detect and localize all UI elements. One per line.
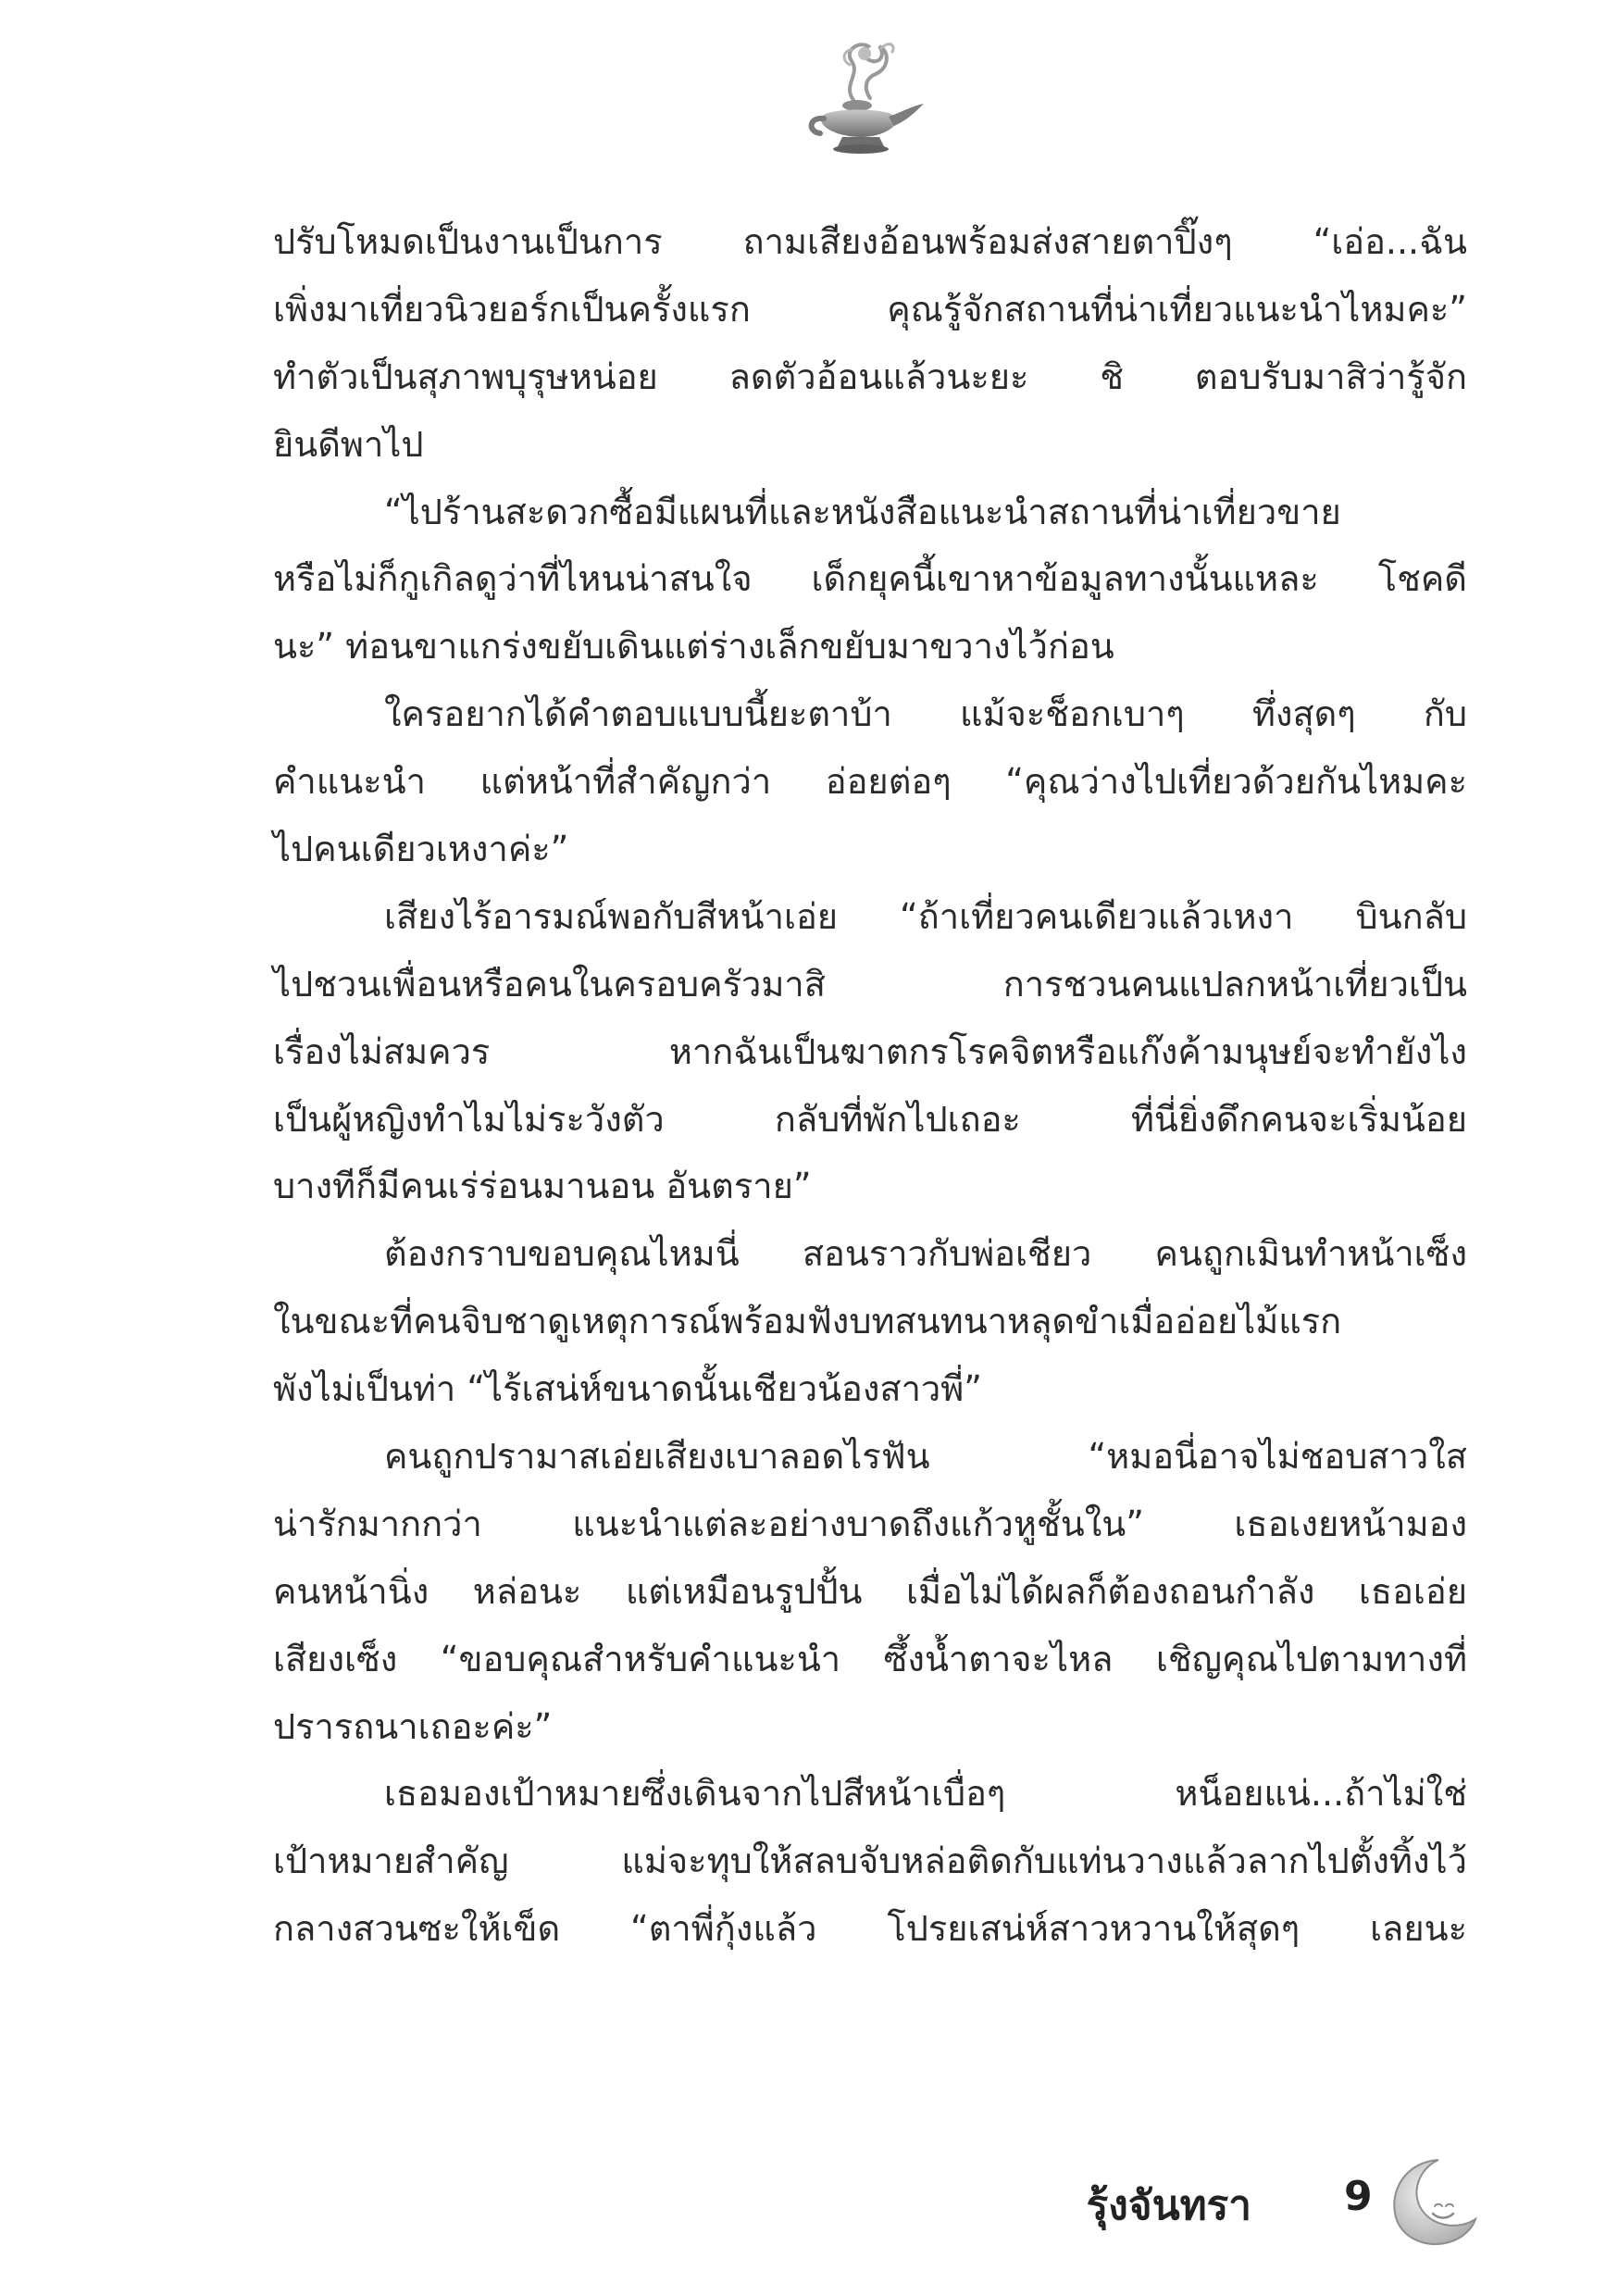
text-line: เรื่องไม่สมควร หากฉันเป็นฆาตกรโรคจิตหรือแก๊งค้ามนุษย์จะทำยังไง	[273, 1030, 1467, 1072]
text-line: ไปชวนเพื่อนหรือคนในครอบครัวมาสิ การชวนคนแปลกหน้าเที่ยวเป็น	[273, 963, 1467, 1004]
paragraph-start-line: “ไปร้านสะดวกซื้อมีแผนที่และหนังสือแนะนำสถานที่น่าเที่ยวขาย	[384, 491, 1341, 532]
crescent-moon-icon	[1385, 2152, 1477, 2254]
text-line: น่ารักมากกว่า แนะนำแต่ละอย่างบาดถึงแก้วหูชั้นใน” เธอเงยหน้ามอง	[273, 1503, 1467, 1544]
text-line: ยินดีพาไป	[273, 423, 424, 465]
paragraph-start-line: คนถูกปรามาสเอ่ยเสียงเบาลอดไรฟัน “หมอนี่อาจไม่ชอบสาวใส	[384, 1436, 1467, 1478]
text-line: นะ” ท่อนขาแกร่งขยับเดินแต่ร่างเล็กขยับมาขวางไว้ก่อน	[273, 626, 1114, 668]
text-line: คนหน้านิ่ง หล่อนะ แต่เหมือนรูปปั้น เมื่อไม่ได้ผลก็ต้องถอนกำลัง เธอเอ่ย	[273, 1570, 1467, 1612]
page-number: 9	[1344, 2173, 1373, 2220]
paragraph-start-line: ต้องกราบขอบคุณไหมนี่ สอนราวกับพ่อเชียว คนถูกเมินทำหน้าเซ็ง	[384, 1233, 1467, 1275]
genie-lamp-icon	[796, 28, 935, 167]
text-line: ในขณะที่คนจิบชาดูเหตุการณ์พร้อมฟังบทสนทนาหลุดขำเมื่ออ่อยไม้แรก	[273, 1301, 1342, 1342]
text-line: พังไม่เป็นท่า “ไร้เสน่ห์ขนาดนั้นเชียวน้องสาวพี่”	[273, 1368, 982, 1410]
text-line: ทำตัวเป็นสุภาพบุรุษหน่อย ลดตัวอ้อนแล้วนะยะ ชิ ตอบรับมาสิว่ารู้จัก	[273, 356, 1467, 397]
text-line: เพิ่งมาเที่ยวนิวยอร์กเป็นครั้งแรก คุณรู้จักสถานที่น่าเที่ยวแนะนำไหมคะ”	[273, 288, 1467, 330]
text-line: คำแนะนำ แต่หน้าที่สำคัญกว่า อ่อยต่อๆ “คุณว่างไปเที่ยวด้วยกันไหมคะ	[273, 761, 1467, 803]
paragraph-start-line: ใครอยากได้คำตอบแบบนี้ยะตาบ้า แม้จะช็อกเบาๆ ทึ่งสุดๆ กับ	[384, 693, 1467, 735]
text-line: เป้าหมายสำคัญ แม่จะทุบให้สลบจับหล่อติดกับแท่นวางแล้วลากไปตั้งทิ้งไว้	[273, 1841, 1467, 1882]
text-line: เป็นผู้หญิงทำไมไม่ระวังตัว กลับที่พักไปเถอะ ที่นี่ยิ่งดึกคนจะเริ่มน้อย	[273, 1098, 1467, 1140]
text-line: ปรารถนาเถอะค่ะ”	[273, 1705, 553, 1747]
text-line: ปรับโหมดเป็นงานเป็นการ ถามเสียงอ้อนพร้อมส่งสายตาปิ๊งๆ “เอ่อ...ฉัน	[273, 221, 1467, 262]
page-footer	[1018, 2152, 1481, 2264]
text-line: กลางสวนซะให้เข็ด “ตาพี่กุ้งแล้ว โปรยเสน่ห์สาวหวานให้สุดๆ เลยนะ	[273, 1908, 1467, 1950]
text-line: เสียงเซ็ง “ขอบคุณสำหรับคำแนะนำ ซึ้งน้ำตาจะไหล เชิญคุณไปตามทางที่	[273, 1638, 1467, 1679]
paragraph-start-line: เสียงไร้อารมณ์พอกับสีหน้าเอ่ย “ถ้าเที่ยวคนเดียวแล้วเหงา บินกลับ	[384, 895, 1467, 937]
book-title: รุ้งจันทรา	[1086, 2182, 1251, 2229]
text-line: บางทีก็มีคนเร่ร่อนมานอน อันตราย”	[273, 1166, 812, 1207]
body-text	[273, 208, 1467, 1963]
text-line: หรือไม่ก็กูเกิลดูว่าที่ไหนน่าสนใจ เด็กยุคนี้เขาหาข้อมูลทางนั้นแหละ โชคดี	[273, 558, 1467, 600]
paragraph-start-line: เธอมองเป้าหมายซึ่งเดินจากไปสีหน้าเบื่อๆ หน็อยแน่...ถ้าไม่ใช่	[384, 1773, 1467, 1815]
text-line: ไปคนเดียวเหงาค่ะ”	[273, 829, 569, 870]
